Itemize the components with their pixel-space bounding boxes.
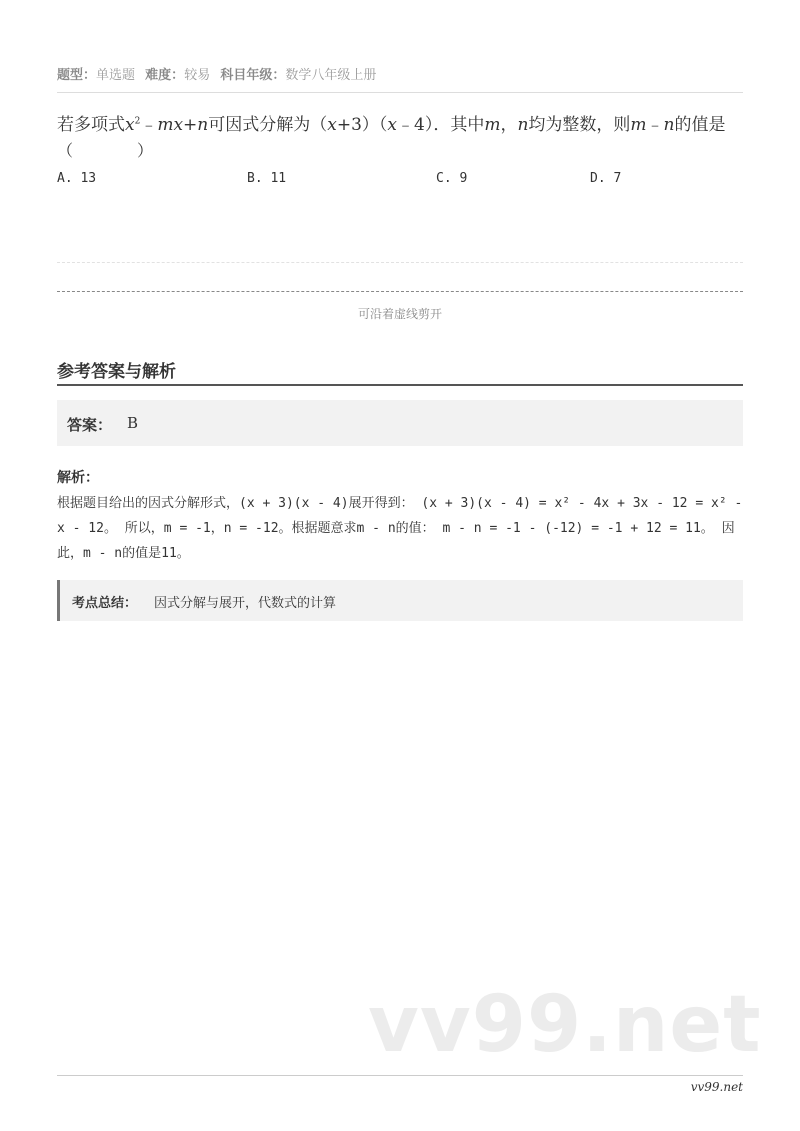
question-meta: [57, 64, 376, 83]
var-m: m: [484, 115, 501, 135]
answer-value: B: [127, 414, 139, 432]
light-dashed-line: [57, 262, 743, 263]
plus-sign: +: [183, 115, 198, 135]
var-n: n: [517, 115, 529, 135]
var-n: n: [197, 115, 209, 135]
key-points-value: 因式分解与展开，代数式的计算: [154, 596, 337, 611]
var-x: x: [125, 115, 135, 135]
option-d[interactable]: D. 7: [590, 171, 622, 186]
section-divider: [57, 384, 743, 386]
difficulty-label: 难度：: [145, 68, 185, 83]
option-b[interactable]: B. 11: [247, 171, 287, 186]
var-x: x: [327, 115, 337, 135]
minus-sign: ﹣: [140, 115, 158, 135]
analysis-label: 解析：: [57, 470, 99, 486]
footer-divider: [57, 1075, 743, 1076]
stem-text: +3）（: [336, 115, 388, 135]
cut-hint: 可沿着虚线剪开: [357, 307, 442, 321]
section-title: 参考答案与解析: [57, 362, 176, 382]
stem-text: 可因式分解为（: [208, 115, 328, 135]
var-m: m: [630, 115, 647, 135]
stem-text: ，: [500, 115, 518, 135]
stem-text: 若多项式: [57, 115, 125, 135]
subject-value: 数学八年级上册: [285, 68, 377, 83]
subject-label: 科目年级：: [220, 68, 286, 83]
analysis-text: 根据题目给出的因式分解形式，(x + 3)(x - 4)展开得到： (x + 3)(x - 4) = x² - 4x + 3x - 12 = x² - x - 12。 所以，m = -1，n = -12。根据题意求m - n的值： m - n = -1 - (-12) = -1 + 12 = 11。 因此，m - n的值是11。: [57, 496, 743, 561]
watermark: vv99.net: [368, 980, 762, 1070]
key-points-box: [57, 580, 743, 621]
answer-blank: （ ）: [57, 141, 154, 160]
footer-site[interactable]: vv99.net: [690, 1080, 743, 1094]
question-stem: [57, 112, 747, 138]
answer-box: [57, 400, 743, 446]
cut-line: [57, 291, 743, 292]
var-n: n: [663, 115, 675, 135]
difficulty-value: 较易: [184, 68, 211, 83]
stem-text: ﹣4）．其中: [397, 115, 485, 135]
exponent: 2: [134, 116, 141, 127]
var-mx: mx: [157, 115, 184, 135]
stem-text: 均为整数，则: [528, 115, 631, 135]
top-divider: [57, 92, 743, 93]
option-a[interactable]: A. 13: [57, 171, 97, 186]
key-points-label: 考点总结：: [72, 596, 138, 611]
var-x: x: [387, 115, 397, 135]
stem-text: 的值是: [674, 115, 726, 135]
type-value: 单选题: [96, 68, 136, 83]
minus-sign: ﹣: [646, 115, 664, 135]
type-label: 题型：: [57, 68, 97, 83]
option-c[interactable]: C. 9: [436, 171, 468, 186]
answer-label: 答案：: [67, 416, 113, 434]
